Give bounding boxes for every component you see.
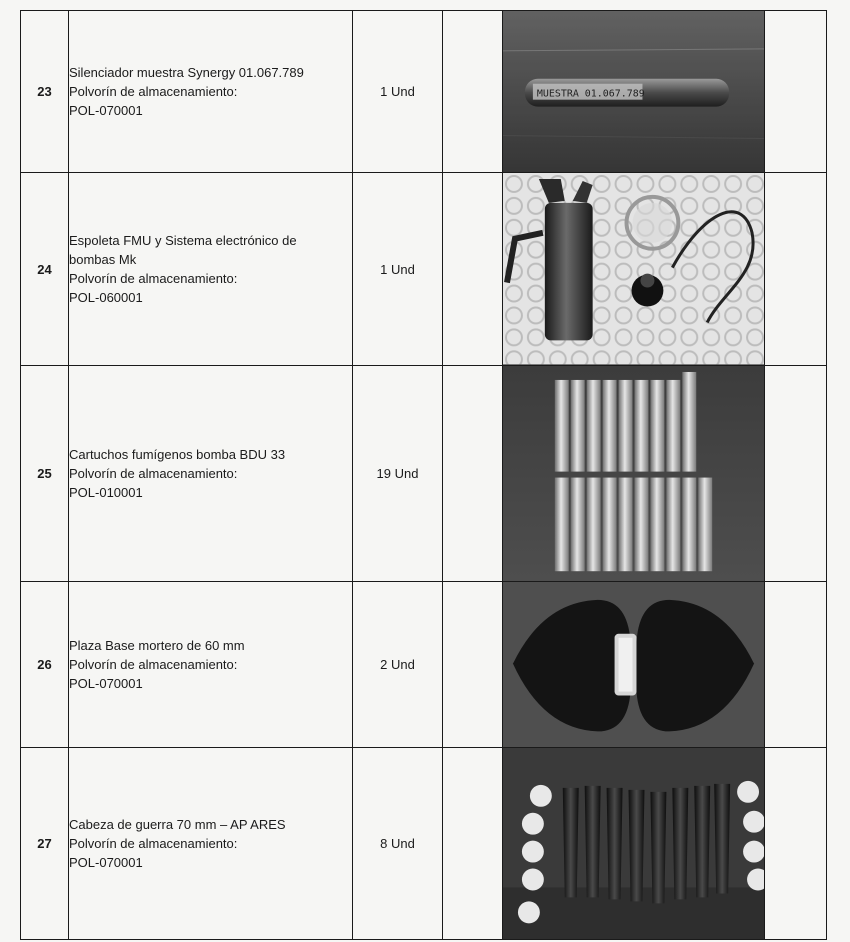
item-description	[69, 173, 353, 365]
empty-cell	[443, 365, 503, 581]
item-number: 24	[21, 173, 69, 365]
item-number: 23	[21, 11, 69, 173]
description-line: Plaza Base mortero de 60 mm	[69, 637, 245, 653]
description-line: Silenciador muestra Synergy 01.067.789	[69, 65, 304, 81]
item-description	[69, 11, 353, 173]
empty-cell	[765, 11, 827, 173]
description-line: Polvorín de almacenamiento:	[69, 656, 238, 672]
inventory-table	[20, 10, 827, 940]
description-line: Espoleta FMU y Sistema electrónico de	[69, 233, 297, 248]
item-number: 25	[21, 365, 69, 581]
photo-label: MUESTRA 01.067.789	[536, 88, 645, 100]
description-line: Polvorín de almacenamiento:	[69, 465, 238, 481]
cartridge-row-top	[555, 372, 696, 472]
description-line: Polvorín de almacenamiento:	[69, 84, 238, 100]
warheads-photo	[503, 748, 765, 940]
description-line: POL-010001	[69, 484, 143, 500]
item-quantity: 2 Und	[353, 581, 443, 747]
silencer-photo	[503, 11, 765, 173]
fuze-photo	[503, 173, 765, 365]
table-row	[21, 748, 827, 940]
item-description	[69, 365, 353, 581]
description-line: POL-070001	[69, 103, 143, 119]
item-description	[69, 748, 353, 940]
item-quantity: 8 Und	[353, 748, 443, 940]
item-quantity: 1 Und	[353, 173, 443, 365]
description-line: POL-060001	[69, 290, 143, 305]
item-number: 26	[21, 581, 69, 747]
description-line: Cabeza de guerra 70 mm – AP ARES	[69, 817, 286, 833]
table-row	[21, 581, 827, 747]
description-line: Polvorín de almacenamiento:	[69, 836, 238, 852]
empty-cell	[443, 173, 503, 365]
table-row	[21, 365, 827, 581]
empty-cell	[443, 748, 503, 940]
item-quantity: 19 Und	[353, 365, 443, 581]
description-line: Cartuchos fumígenos bomba BDU 33	[69, 446, 286, 462]
mortar-baseplate-photo	[503, 581, 765, 747]
item-number: 27	[21, 748, 69, 940]
empty-cell	[443, 11, 503, 173]
description-line: bombas Mk	[69, 252, 137, 267]
description-line: POL-070001	[69, 855, 143, 871]
empty-cell	[765, 173, 827, 365]
item-description	[69, 581, 353, 747]
description-line: Polvorín de almacenamiento:	[69, 271, 238, 286]
empty-cell	[765, 748, 827, 940]
smoke-cartridges-photo	[503, 365, 765, 581]
description-line: POL-070001	[69, 675, 143, 691]
empty-cell	[765, 581, 827, 747]
empty-cell	[443, 581, 503, 747]
table-row	[21, 11, 827, 173]
item-quantity: 1 Und	[353, 11, 443, 173]
empty-cell	[765, 365, 827, 581]
table-row	[21, 173, 827, 365]
